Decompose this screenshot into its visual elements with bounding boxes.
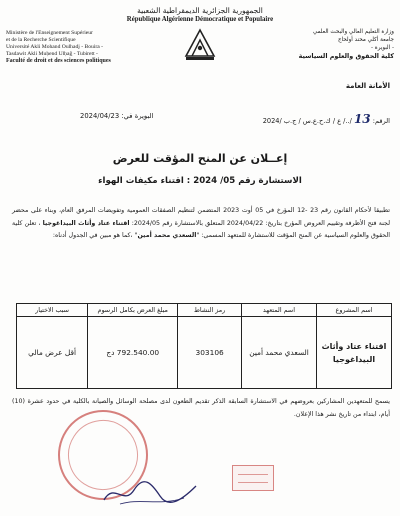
reference-number	[263, 112, 390, 126]
table-row	[17, 317, 392, 389]
body-project-name: اقتناء عتاد وأثاث البيداغوجيا	[42, 219, 130, 227]
table-header-cell: اسم المشروع	[317, 304, 392, 317]
appeal-notice: يسمح للمتعهدين المشاركين بعروضهم في الاستشارة السابقة الذكر تقديم الطعون لدى مصلحة الوسائل والصيانة بالكلية في حدود عشرة (10) أيام، ابتداء من تاريخ نشر هذا الإعلان.	[12, 398, 390, 418]
table-header-cell: سبب الاختيار	[17, 304, 88, 317]
table-header-cell: رمز النشاط	[178, 304, 242, 317]
header-ar-block	[254, 28, 394, 61]
announcement-body	[12, 205, 390, 243]
document-date: البويرة في: 2024/04/23	[80, 112, 154, 120]
body-part-2: ، تعلن كلية الحقوق والعلوم السياسية عن المنح المؤقت للاستشارة للمتعهد المسمى: "	[12, 219, 390, 239]
header-ar-line: - البويرة -	[370, 45, 394, 51]
table-cell-bidder: السعدي محمد أمين	[242, 317, 317, 389]
body-part-1: تطبيقا لأحكام القانون رقم 23 -12 المؤرخ في 05 أوت 2023 المتضمن لتنظيم الصفقات العمومية وتفويضات المرفق العام، وبناء على محضر لجنة فتح الأظرفة وتقييم العروض المؤرخ بتاريخ: 2024/04/22 المتعلق بالاستشارة رقم 2024/05:	[12, 207, 390, 227]
reference-prefix: الرقم:	[372, 117, 390, 125]
body-part-3: " ،كما هو مبين في الجدول أدناه:	[52, 232, 138, 239]
header-fr-republic: République Algérienne Démocratique et Populaire	[126, 16, 274, 23]
table-cell-activity-code: 303106	[178, 317, 242, 389]
header-fr-line: et de la Recherche Scientifique	[6, 37, 76, 43]
table-header-cell: اسم المتعهد	[242, 304, 317, 317]
header-ar-line: وزارة التعليم العالي والبحث العلمي	[312, 29, 394, 35]
header-fr-block	[6, 30, 156, 65]
university-logo-icon	[182, 24, 218, 64]
signature-icon	[100, 478, 200, 508]
header-fr-line: Ministère de l'Enseignement Supérieur	[6, 30, 93, 36]
reference-handwritten-number: 13	[353, 112, 371, 126]
header-fr-line: Tasdawit Akli Muḥend Ulḥağ - Tubirett -	[6, 51, 98, 57]
table-cell-amount: 792.540.00 دج	[88, 317, 178, 389]
date-stamp-icon	[232, 465, 274, 491]
header-fr-line: Université Akli Mohand Oulhadj - Bouira -	[6, 44, 103, 50]
secretariat-label: الأمانة العامة	[345, 82, 390, 90]
body-bidder-name: السعدي محمد أمين	[137, 232, 197, 239]
table-cell-project: اقتناء عتاد وأثاث البيداغوجيا	[317, 317, 392, 389]
table-cell-reason: أقل عرض مالي	[17, 317, 88, 389]
header-ar-line: جامعة أكلي محند أولحاج	[337, 37, 394, 43]
header-ar-republic: الجمهورية الجزائرية الديمقراطية الشعبية	[137, 6, 263, 15]
table-header-cell: مبلغ العرض بكامل الرسوم	[88, 304, 178, 317]
reference-row	[10, 112, 390, 126]
reference-suffix: /../ ع / ك.ح.ع.س / ج.ب /2024	[262, 117, 352, 125]
announcement-title: إعــلان عن المنح المؤقت للعرض	[112, 152, 288, 165]
header-ar-faculty: كلية الحقوق والعلوم السياسية	[298, 52, 394, 60]
award-table	[16, 303, 392, 389]
consultation-subtitle: الاستشارة رقم 05/ 2024 : اقتناء مكيفات الهواء	[98, 176, 302, 186]
header-fr-faculty: Faculté de droit et des sciences politiques	[6, 58, 111, 64]
table-header-row	[17, 304, 392, 317]
